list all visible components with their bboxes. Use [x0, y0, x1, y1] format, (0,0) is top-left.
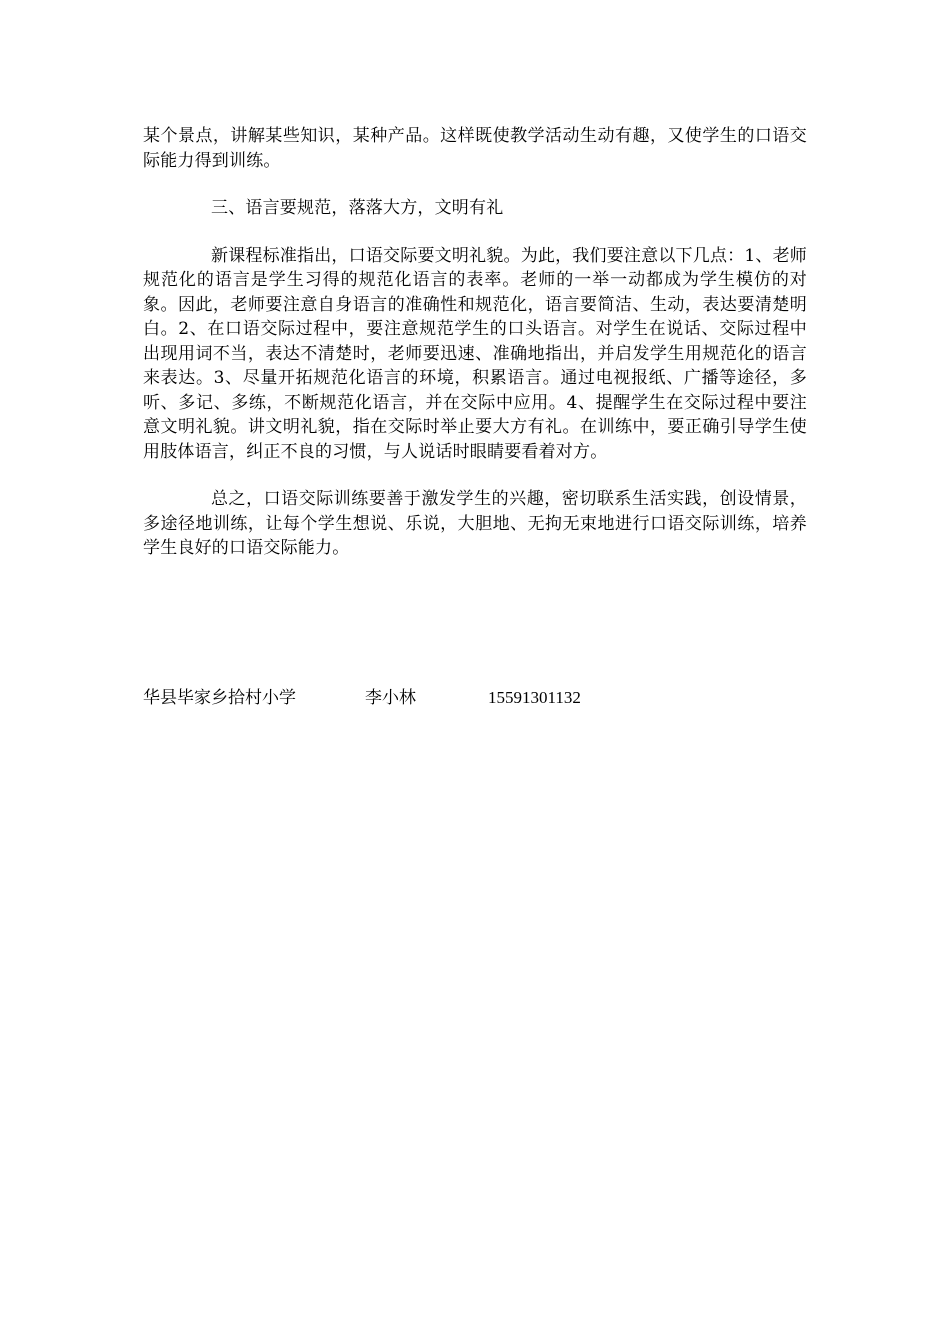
section-heading: 三、语言要规范，落落大方，文明有礼 [211, 198, 504, 218]
paragraph-body: 新课程标准指出，口语交际要文明礼貌。为此，我们要注意以下几点：1、老师规范化的语言是学生习得的规范化语言的表率。老师的一举一动都成为学生模仿的对象。因此，老师要注意自身语言的准确性和规范化，语言要简洁、生动，表达要清楚明白。2、在口语交际过程中，要注意规范学生的口头语言。对学生在说话、交际过程中出现用词不当，表达不清楚时，老师要迅速、准确地指出，并启发学生用规范化的语言来表达。3、尽量开拓规范化语言的环境，积累语言。通过电视报纸、广播等途径，多听、多记、多练，不断规范化语言，并在交际中应用。4、提醒学生在交际过程中要注意文明礼貌。讲文明礼貌，指在交际时举止要大方有礼。在训练中，要正确引导学生使用肢体语言，纠正不良的习惯，与人说话时眼睛要看着对方。 [143, 245, 807, 462]
paragraph-conclusion: 总之，口语交际训练要善于激发学生的兴趣，密切联系生活实践，创设情景，多途径地训练，让每个学生想说、乐说，大胆地、无拘无束地进行口语交际训练，培养学生良好的口语交际能力。 [143, 489, 807, 558]
paragraph-gap [143, 464, 807, 487]
signature-phone: 15591301132 [488, 688, 581, 707]
paragraph-gap [143, 173, 807, 196]
paragraph-gap [143, 221, 807, 244]
signature-author: 李小林 [365, 688, 416, 708]
paragraph-continuation: 某个景点，讲解某些知识，某种产品。这样既使教学活动生动有趣，又使学生的口语交际能力得到训练。 [143, 126, 807, 171]
document-body [143, 124, 807, 561]
signature-school: 华县毕家乡拾村小学 [143, 688, 296, 708]
